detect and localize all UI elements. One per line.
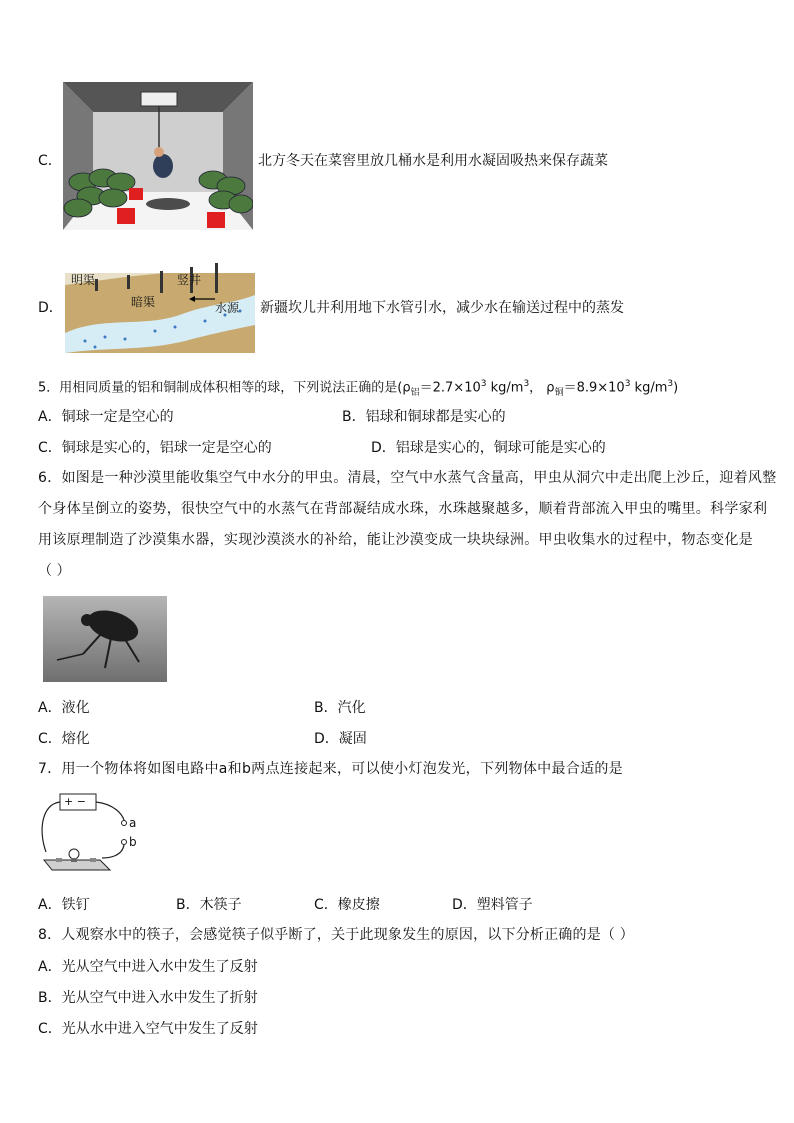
q5-option-c: C．铜球是实心的，铝球一定是空心的 xyxy=(38,440,272,456)
label-open-channel: 明渠 xyxy=(71,273,96,287)
q6-option-b: B．汽化 xyxy=(314,700,366,716)
point-b-label: b xyxy=(129,835,137,849)
label-hidden-channel: 暗渠 xyxy=(131,295,156,309)
cellar-illustration xyxy=(63,82,253,230)
q6-option-d: D．凝固 xyxy=(314,731,367,747)
q7-option-c: C．橡皮擦 xyxy=(314,897,380,913)
q8-option-c: C．光从水中进入空气中发生了反射 xyxy=(38,1021,258,1037)
karez-diagram xyxy=(65,255,255,353)
q8-option-b: B．光从空气中进入水中发生了折射 xyxy=(38,990,258,1006)
q7-option-d: D．塑料管子 xyxy=(452,897,533,913)
beetle-photo xyxy=(43,596,167,682)
q6-stem-line1: 6．如图是一种沙漠里能收集空气中水分的甲虫。清晨，空气中水蒸气含量高，甲虫从洞穴中走出爬上沙丘，迎着风整 xyxy=(38,470,777,486)
q8-option-a: A．光从空气中进入水中发生了反射 xyxy=(38,959,258,975)
q6-stem-line3: 用该原理制造了沙漠集水器，实现沙漠淡水的补给，能让沙漠变成一块块绿洲。甲虫收集水的过程中，物态变化是 xyxy=(38,532,753,548)
q7-option-a: A．铁钉 xyxy=(38,897,90,913)
q7-option-b: B．木筷子 xyxy=(176,897,242,913)
q5-stem: 5．用相同质量的铝和铜制成体积相等的球，下列说法正确的是($\rho_铝=2.7\times 10^3$ $kg/m^3$， $\rho_铜=8.9\times 10^3$ $kg/m^3$) xyxy=(38,379,679,398)
option-c-letter: C． xyxy=(38,153,62,169)
q5-option-d: D．铝球是实心的，铜球可能是实心的 xyxy=(371,440,606,456)
q6-stem-line2: 个身体呈倒立的姿势，很快空气中的水蒸气在背部凝结成水珠，水珠越聚越多，顺着背部流入甲虫的嘴里。科学家利 xyxy=(38,501,768,517)
option-c-text: 北方冬天在菜窖里放几桶水是利用水凝固吸热来保存蔬菜 xyxy=(258,153,608,169)
q6-stem-line4: （ ） xyxy=(38,563,71,579)
q6-option-a: A．液化 xyxy=(38,700,90,716)
battery-label: + − xyxy=(64,795,86,808)
q5-option-a: A．铜球一定是空心的 xyxy=(38,409,174,425)
label-water-source: 水源 xyxy=(215,301,240,315)
circuit-diagram xyxy=(38,790,148,874)
q5-option-b: B．铝球和铜球都是实心的 xyxy=(342,409,506,425)
label-vertical-well: 竖井 xyxy=(177,273,202,287)
q8-stem: 8．人观察水中的筷子，会感觉筷子似乎断了，关于此现象发生的原因，以下分析正确的是（ ） xyxy=(38,927,634,943)
q6-option-c: C．熔化 xyxy=(38,731,90,747)
q7-stem: 7．用一个物体将如图电路中a和b两点连接起来，可以使小灯泡发光，下列物体中最合适的是 xyxy=(38,761,623,777)
option-d-letter: D． xyxy=(38,300,63,316)
option-d-text: 新疆坎儿井利用地下水管引水，减少水在输送过程中的蒸发 xyxy=(260,300,624,316)
point-a-label: a xyxy=(129,816,137,830)
